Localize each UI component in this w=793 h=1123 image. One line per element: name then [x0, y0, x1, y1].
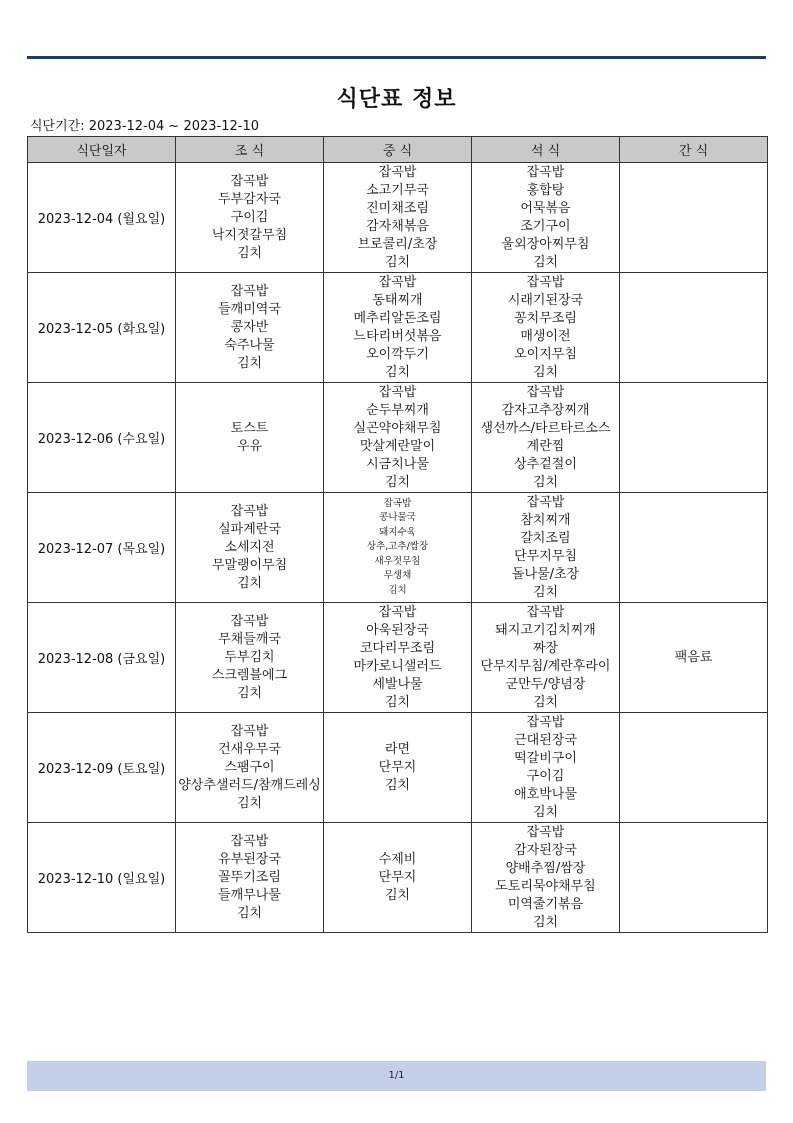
dinner-cell	[472, 383, 620, 493]
menu-item: 김치	[388, 584, 407, 596]
menu-item: 김치	[236, 905, 263, 921]
menu-item: 꼴뚜기조림	[218, 869, 281, 885]
menu-item: 구이김	[230, 209, 269, 225]
dinner-cell	[472, 713, 620, 823]
lunch-cell	[324, 823, 472, 933]
breakfast-cell	[176, 823, 324, 933]
breakfast-cell	[176, 493, 324, 603]
menu-item: 시금치나물	[366, 456, 429, 472]
menu-item: 소고기무국	[366, 182, 429, 198]
menu-item: 잡곡밥	[526, 604, 565, 620]
header-date: 식단일자	[28, 137, 176, 163]
dinner-cell	[472, 603, 620, 713]
lunch-cell	[324, 603, 472, 713]
menu-item: 토스트	[230, 420, 269, 436]
menu-item: 감자채볶음	[366, 218, 429, 234]
menu-item: 잡곡밥	[230, 833, 269, 849]
date-cell: 2023-12-08 (금요일)	[28, 603, 176, 713]
page-number: 1/1	[388, 1070, 405, 1081]
top-rule	[27, 56, 766, 59]
menu-item: 꽁치무조림	[514, 310, 577, 326]
menu-item: 구이김	[526, 768, 565, 784]
menu-item: 콩나물국	[379, 512, 416, 524]
menu-item: 어묵볶음	[520, 200, 571, 216]
menu-item: 돌나물/초장	[511, 566, 580, 582]
table-row	[28, 603, 768, 713]
breakfast-cell	[176, 273, 324, 383]
date-cell: 2023-12-05 (화요일)	[28, 273, 176, 383]
date-cell: 2023-12-07 (목요일)	[28, 493, 176, 603]
menu-item: 잡곡밥	[526, 824, 565, 840]
date-cell: 2023-12-09 (토요일)	[28, 713, 176, 823]
menu-item: 콩자반	[230, 319, 269, 335]
menu-item: 김치	[236, 575, 263, 591]
menu-item: 스크렘블에그	[211, 667, 288, 683]
menu-item: 잡곡밥	[230, 723, 269, 739]
menu-item: 김치	[384, 474, 411, 490]
meal-period: 식단기간: 2023-12-04 ~ 2023-12-10	[30, 119, 260, 134]
menu-item: 매생이전	[520, 328, 571, 344]
menu-item: 시래기된장국	[507, 292, 584, 308]
menu-item: 양상추샐러드/참깨드레싱	[178, 777, 321, 793]
menu-item: 잡곡밥	[526, 274, 565, 290]
lunch-cell	[324, 273, 472, 383]
menu-item: 우유	[236, 438, 263, 454]
snack-cell	[620, 603, 768, 713]
menu-item: 도토리묵야채무침	[495, 878, 596, 894]
menu-item: 단무지무침	[514, 548, 577, 564]
menu-item: 김치	[532, 584, 559, 600]
menu-item: 두부감자국	[218, 191, 281, 207]
menu-item: 잡곡밥	[526, 164, 565, 180]
snack-cell	[620, 823, 768, 933]
lunch-cell	[324, 493, 472, 603]
footer-bar	[27, 1061, 766, 1091]
menu-item: 김치	[384, 777, 411, 793]
menu-item: 김치	[532, 474, 559, 490]
menu-item: 브로콜리/초장	[357, 236, 438, 252]
menu-item: 울외장아찌무침	[501, 236, 590, 252]
menu-item: 김치	[532, 364, 559, 380]
menu-item: 세발나물	[372, 676, 423, 692]
menu-item: 숙주나물	[224, 337, 275, 353]
menu-item: 돼지수육	[379, 526, 416, 538]
menu-item: 짜장	[532, 640, 559, 656]
menu-item: 홍합탕	[526, 182, 565, 198]
header-breakfast: 조 식	[176, 137, 324, 163]
breakfast-cell	[176, 713, 324, 823]
menu-item: 김치	[236, 245, 263, 261]
header-snack: 간 식	[620, 137, 768, 163]
menu-item: 김치	[532, 254, 559, 270]
menu-item: 참치찌개	[520, 512, 571, 528]
menu-item: 김치	[532, 804, 559, 820]
menu-item: 유부된장국	[218, 851, 281, 867]
header-lunch: 중 식	[324, 137, 472, 163]
menu-item: 실파계란국	[218, 521, 281, 537]
date-cell: 2023-12-04 (월요일)	[28, 163, 176, 273]
table-header-row	[28, 137, 768, 163]
table-row	[28, 383, 768, 493]
menu-item: 김치	[236, 685, 263, 701]
menu-item: 무말랭이무침	[211, 557, 288, 573]
menu-item: 감자된장국	[514, 842, 577, 858]
menu-item: 미역줄기볶음	[507, 896, 584, 912]
menu-item: 실곤약야채무침	[353, 420, 442, 436]
menu-item: 오이지무침	[514, 346, 577, 362]
date-cell: 2023-12-10 (일요일)	[28, 823, 176, 933]
menu-item: 잡곡밥	[526, 494, 565, 510]
menu-item: 잡곡밥	[378, 274, 417, 290]
menu-item: 들깨미역국	[218, 301, 281, 317]
dinner-cell	[472, 273, 620, 383]
menu-item: 진미채조림	[366, 200, 429, 216]
snack-cell	[620, 713, 768, 823]
menu-item: 김치	[236, 355, 263, 371]
menu-item: 상추,고추/쌈장	[366, 541, 429, 553]
menu-item: 낙지젓갈무침	[211, 227, 288, 243]
menu-item: 감자고추장찌개	[501, 402, 590, 418]
lunch-cell	[324, 713, 472, 823]
menu-item: 무채들깨국	[218, 631, 281, 647]
table-row	[28, 163, 768, 273]
menu-item: 잡곡밥	[526, 384, 565, 400]
lunch-cell	[324, 163, 472, 273]
menu-item: 순두부찌개	[366, 402, 429, 418]
snack-cell	[620, 493, 768, 603]
menu-item: 무생채	[383, 570, 412, 582]
menu-item: 단무지	[378, 869, 417, 885]
menu-item: 오이깍두기	[366, 346, 429, 362]
snack-cell	[620, 383, 768, 493]
breakfast-cell	[176, 383, 324, 493]
date-cell: 2023-12-06 (수요일)	[28, 383, 176, 493]
menu-item: 잡곡밥	[230, 503, 269, 519]
dinner-cell	[472, 163, 620, 273]
menu-item: 갈치조림	[520, 530, 571, 546]
menu-item: 양배추찜/쌈장	[505, 860, 586, 876]
menu-item: 소세지전	[224, 539, 275, 555]
menu-item: 잡곡밥	[230, 173, 269, 189]
menu-item: 스팸구이	[224, 759, 275, 775]
menu-item: 코다리무조림	[359, 640, 436, 656]
breakfast-cell	[176, 603, 324, 713]
breakfast-cell	[176, 163, 324, 273]
menu-item: 아욱된장국	[366, 622, 429, 638]
menu-item: 맛살계란말이	[359, 438, 436, 454]
menu-item: 단무지	[378, 759, 417, 775]
menu-item: 돼지고기김치찌개	[495, 622, 596, 638]
menu-item: 메추리알돈조림	[353, 310, 442, 326]
menu-item: 새우젓무침	[374, 555, 421, 567]
table-row	[28, 273, 768, 383]
menu-item: 잡곡밥	[383, 497, 412, 509]
header-dinner: 석 식	[472, 137, 620, 163]
page-title: 식단표 정보	[336, 87, 457, 112]
menu-item: 애호박나물	[514, 786, 577, 802]
menu-item: 팩음료	[674, 649, 713, 665]
table-row	[28, 493, 768, 603]
menu-item: 군만두/양념장	[505, 676, 586, 692]
lunch-cell	[324, 383, 472, 493]
snack-cell	[620, 163, 768, 273]
menu-item: 김치	[384, 364, 411, 380]
menu-item: 잡곡밥	[230, 613, 269, 629]
menu-item: 상추겉절이	[514, 456, 577, 472]
menu-item: 잡곡밥	[378, 604, 417, 620]
menu-item: 잡곡밥	[378, 164, 417, 180]
menu-item: 동태찌개	[372, 292, 423, 308]
meal-table	[27, 136, 768, 933]
menu-item: 김치	[384, 694, 411, 710]
menu-item: 김치	[236, 795, 263, 811]
menu-item: 조기구이	[520, 218, 571, 234]
table-row	[28, 713, 768, 823]
menu-item: 건새우무국	[218, 741, 281, 757]
snack-cell	[620, 273, 768, 383]
menu-item: 들깨무나물	[218, 887, 281, 903]
menu-item: 김치	[532, 694, 559, 710]
menu-item: 근대된장국	[514, 732, 577, 748]
menu-item: 잡곡밥	[378, 384, 417, 400]
table-row	[28, 823, 768, 933]
menu-item: 계란찜	[526, 438, 565, 454]
menu-item: 김치	[384, 887, 411, 903]
dinner-cell	[472, 493, 620, 603]
menu-item: 마카로니샐러드	[353, 658, 442, 674]
menu-item: 두부김치	[224, 649, 275, 665]
menu-item: 잡곡밥	[526, 714, 565, 730]
menu-item: 수제비	[378, 851, 417, 867]
menu-item: 느타리버섯볶음	[353, 328, 442, 344]
menu-item: 떡갈비구이	[514, 750, 577, 766]
menu-item: 잡곡밥	[230, 283, 269, 299]
menu-item: 김치	[532, 914, 559, 930]
menu-item: 김치	[384, 254, 411, 270]
menu-item: 라면	[384, 741, 411, 757]
dinner-cell	[472, 823, 620, 933]
menu-item: 단무지무침/계란후라이	[480, 658, 611, 674]
menu-item: 생선까스/타르타르소스	[480, 420, 611, 436]
